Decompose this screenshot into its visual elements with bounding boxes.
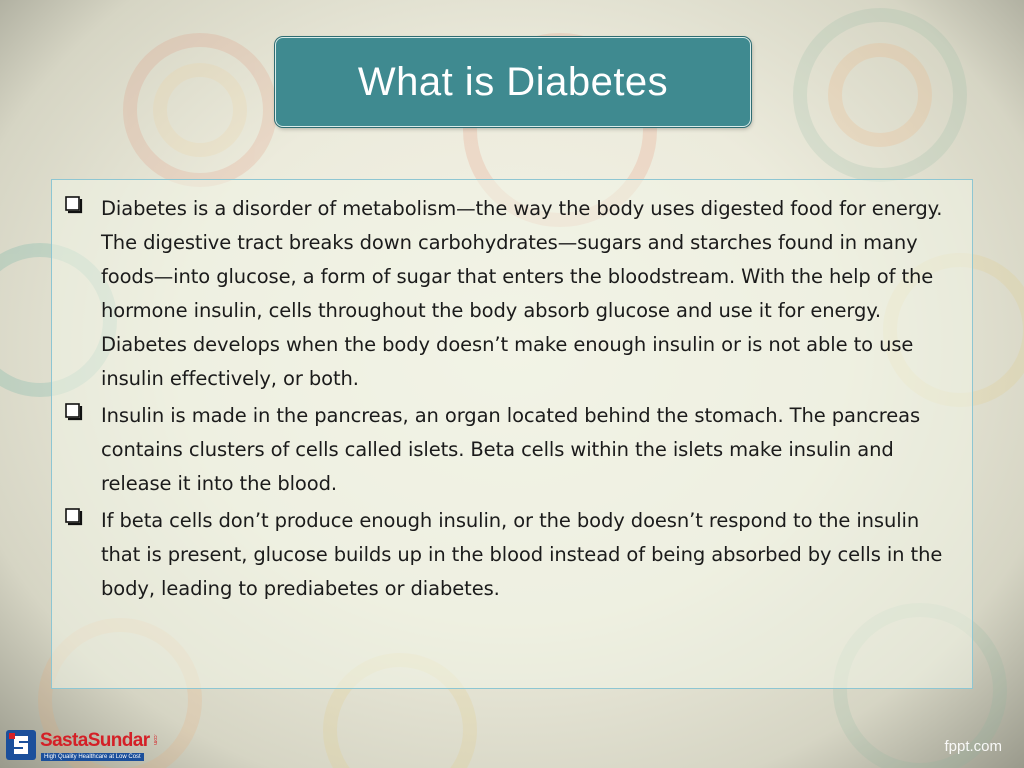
bullet-item bbox=[62, 192, 962, 396]
bullet-item bbox=[62, 504, 962, 606]
bullet-text: If beta cells don’t produce enough insulin, or the body doesn’t respond to the insulin that is present, glucose builds up in the blood instead of being absorbed by cells in the body, leading to prediabetes or diabetes. bbox=[101, 509, 943, 600]
logo-mark-icon bbox=[6, 730, 36, 760]
slide-title-banner bbox=[275, 37, 751, 127]
logo-tagline: High Quality Healthcare at Low Cost bbox=[41, 753, 144, 761]
bullet-item bbox=[62, 399, 962, 501]
sastasundar-logo[interactable] bbox=[6, 728, 186, 764]
bullet-list bbox=[62, 192, 962, 609]
bullet-text: Insulin is made in the pancreas, an organ located behind the stomach. The pancreas contains clusters of cells called islets. Beta cells within the islets make insulin and release it into the blood. bbox=[101, 404, 921, 495]
checkbox-bullet-icon bbox=[65, 196, 83, 214]
logo-suffix: .com bbox=[152, 734, 158, 745]
logo-name: SastaSundar bbox=[40, 730, 150, 751]
slide-title: What is Diabetes bbox=[357, 59, 669, 104]
footer-credit[interactable]: fppt.com bbox=[944, 738, 1002, 755]
bullet-text: Diabetes is a disorder of metabolism—the way the body uses digested food for energy. The digestive tract breaks down carbohydrates—sugars and starches found in many foods—into glucose, a form of sugar that enters the bloodstream. With the help of the hormone insulin, cells throughout the body absorb glucose and use it for energy. Diabetes develops when the body doesn’t make enough insulin or is not able to use insulin effectively, or both. bbox=[101, 197, 943, 390]
checkbox-bullet-icon bbox=[65, 403, 83, 421]
content-panel bbox=[51, 179, 973, 689]
checkbox-bullet-icon bbox=[65, 508, 83, 526]
